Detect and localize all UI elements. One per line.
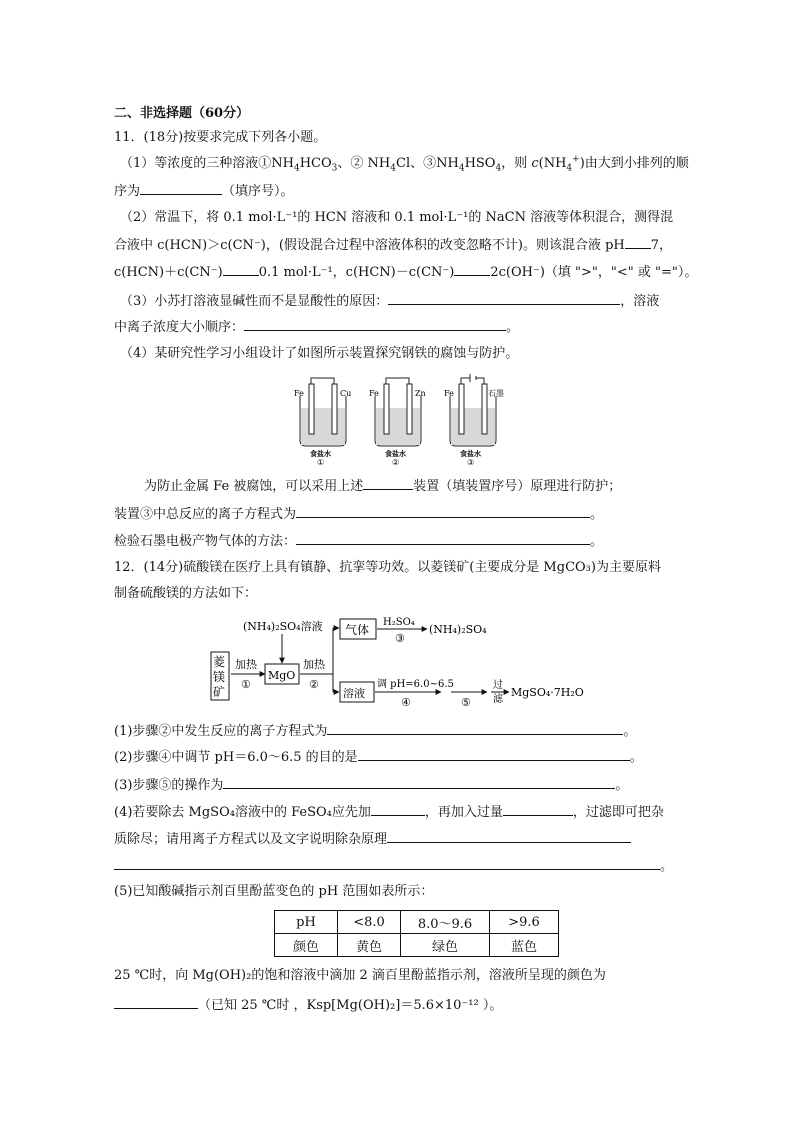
q12-step5-line2: 25 ℃时，向 Mg(OH)₂的饱和溶液中滴加 2 滴百里酚蓝指示剂，溶液所呈现的颜色为: [114, 968, 606, 983]
cell2-right-label: Zn: [415, 389, 426, 398]
answer-blank[interactable]: [387, 830, 631, 843]
table-cell: 黄色: [338, 934, 401, 957]
ore-label-3: 矿: [213, 685, 226, 699]
answer-blank[interactable]: [625, 236, 651, 249]
answer-blank[interactable]: [296, 532, 590, 545]
q12-step2: (2)步骤④中调节 pH＝6.0～6.5 的目的是 。: [114, 750, 643, 765]
filter-label-2: 滤: [493, 694, 503, 705]
q11-part1-line1: （1）等浓度的三种溶液$①NH_4HCO_3$、② $NH_4Cl$、$③NH_4HSO_4$，则 $c(NH_4^+)$由大到小排列的顺: [120, 154, 689, 174]
h2so4-label: H₂SO₄: [383, 617, 415, 628]
table-cell: 颜色: [275, 934, 338, 957]
answer-blank[interactable]: [454, 263, 490, 276]
table-cell: 蓝色: [490, 934, 559, 957]
q12-step1: (1)步骤②中发生反应的离子方程式为 。: [114, 724, 637, 739]
mgo-label: MgO: [268, 669, 296, 682]
answer-blank[interactable]: [114, 857, 660, 870]
cell2-left-label: Fe: [369, 389, 379, 398]
step4-label: ④: [401, 696, 411, 709]
answer-blank[interactable]: [223, 263, 259, 276]
cell1-solution-label: 食盐水: [310, 449, 331, 458]
q12-step4-line1: (4)若要除去 MgSO₄溶液中的 FeSO₄应先加 ，再加入过量 ，过滤即可把杂: [114, 805, 664, 820]
step1-label: ①: [241, 678, 251, 691]
table-cell: 8.0～9.6: [401, 911, 490, 934]
table-cell: >9.6: [490, 911, 559, 934]
q12-step5-line3: （已知 25 ℃时 ，Ksp[Mg(OH)₂]＝5.6×10⁻¹² ）。: [114, 996, 502, 1014]
step5-label: ⑤: [461, 696, 471, 709]
reagent-top-label: (NH₄)₂SO₄溶液: [243, 620, 323, 633]
heat1-label: 加热: [235, 658, 257, 671]
cell3-right-label: 石墨: [488, 389, 504, 398]
table-row: [275, 911, 559, 934]
q11-part4-line3: 装置③中总反应的离子方程式为 。: [114, 507, 604, 522]
cell3-left-label: Fe: [444, 389, 454, 398]
process-flow-diagram: [205, 614, 605, 710]
q12-step4-line2: 质除尽；请用离子方程式以及文字说明除杂原理: [114, 830, 631, 848]
filter-label-1: 过: [493, 680, 503, 691]
cell-3: [450, 374, 496, 446]
answer-blank[interactable]: [358, 748, 630, 761]
product-top-label: (NH₄)₂SO₄: [429, 623, 487, 636]
step2-label: ②: [309, 678, 319, 691]
cell3-number: ③: [467, 458, 475, 466]
q11-part2-line1: （2）常温下，将 0.1 mol·L⁻¹的 HCN 溶液和 0.1 mol·L⁻¹的 NaCN 溶液等体积混合，测得混: [120, 210, 674, 225]
q11-part3-line1: （3）小苏打溶液显碱性而不是显酸性的原因： ，溶液: [120, 294, 660, 309]
q11-part2-line3: c(HCN)＋c(CN⁻) 0.1 mol·L⁻¹，c(HCN)－c(CN⁻) 2c(OH⁻)（填 ">"，"<" 或 "="）。: [114, 265, 698, 280]
answer-blank[interactable]: [327, 722, 623, 735]
cell1-left-label: Fe: [294, 389, 304, 398]
q11-part1-line2: 序为 （填序号）。: [114, 184, 294, 199]
answer-blank[interactable]: [371, 803, 425, 816]
cell2-solution-label: 食盐水: [385, 449, 406, 458]
table-cell: <8.0: [338, 911, 401, 934]
cell1-number: ①: [317, 458, 325, 466]
gas-label: 气体: [345, 623, 370, 637]
cell3-solution-label: 食盐水: [460, 449, 481, 458]
answer-blank[interactable]: [140, 182, 222, 195]
step3-label: ③: [395, 632, 405, 645]
answer-blank[interactable]: [296, 505, 590, 518]
electrochemical-cells-figure: [290, 374, 510, 466]
adjust-label: 调 pH=6.0~6.5: [377, 679, 454, 690]
q12-step3: (3)步骤⑤的操作为 。: [114, 778, 629, 793]
q11-header: 11．(18分)按要求完成下列各小题。: [114, 130, 327, 145]
table-row: [275, 934, 559, 957]
ore-label-2: 镁: [213, 670, 226, 684]
answer-blank[interactable]: [223, 776, 615, 789]
cell1-right-label: Cu: [340, 389, 352, 398]
q11-part3-line2: 中离子浓度大小顺序： 。: [114, 320, 520, 335]
cell2-number: ②: [392, 458, 400, 466]
q11-part2-line2: 合液中 c(HCN)＞c(CN⁻)，(假设混合过程中溶液体积的改变忽略不计)。则该混合液 pH 7，: [114, 238, 673, 253]
table-cell: pH: [275, 911, 338, 934]
q12-header-line1: 12．(14分)硫酸镁在医疗上具有镇静、抗挛等功效。以菱镁矿(主要成分是 MgCO₃)为主要原料: [114, 560, 661, 575]
answer-blank[interactable]: [114, 996, 198, 1009]
q12-header-line2: 制备硫酸镁的方法如下：: [114, 586, 258, 601]
section-title: 二、非选择题（60分）: [114, 106, 250, 121]
answer-blank[interactable]: [363, 477, 413, 490]
indicator-table: [274, 910, 559, 957]
q11-part4-line4: 检验石墨电极产物气体的方法： 。: [114, 534, 604, 549]
answer-blank[interactable]: [388, 292, 620, 305]
q12-step5-line1: (5)已知酸碱指示剂百里酚蓝变色的 pH 范围如表所示：: [114, 884, 434, 899]
heat2-label: 加热: [303, 658, 325, 671]
answer-blank[interactable]: [503, 803, 573, 816]
answer-blank[interactable]: [244, 318, 506, 331]
q11-part4-line2: 为防止金属 Fe 被腐蚀，可以采用上述 装置（填装置序号）原理进行防护；: [144, 479, 622, 494]
ore-label-1: 菱: [213, 655, 226, 669]
final-product-label: MgSO₄·7H₂O: [511, 686, 584, 699]
q11-part4-line1: （4）某研究性学习小组设计了如图所示装置探究钢铁的腐蚀与防护。: [120, 346, 519, 361]
table-cell: 绿色: [401, 934, 490, 957]
q12-step4-line3: 。: [114, 857, 673, 875]
solution-label: 溶液: [343, 687, 365, 700]
